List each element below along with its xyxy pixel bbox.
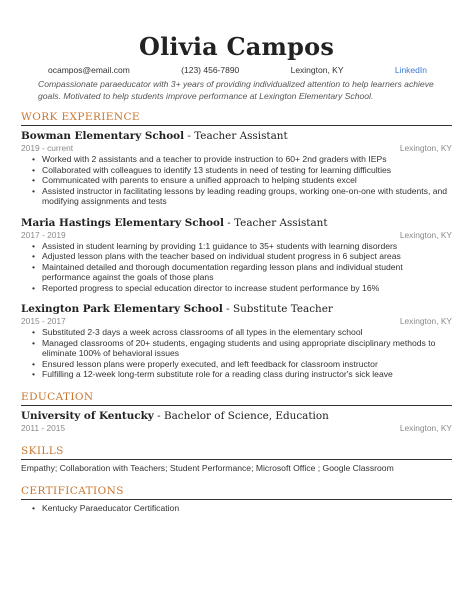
contact-location: Lexington, KY	[290, 65, 344, 75]
job-meta	[21, 316, 452, 327]
job-heading: Lexington Park Elementary School - Substitute Teacher	[21, 303, 333, 315]
education-degree: Bachelor of Science, Education	[163, 409, 329, 422]
bullet-item: • Assisted instructor in facilitating lessons by leading reading groups, working one-on-one with students, and modifying assignments and tests	[32, 186, 452, 207]
bullet-item: • Collaborated with colleagues to identify 13 students in need of testing for learning difficulties	[32, 165, 452, 176]
bullet-item: • Reported progress to special education director to increase student performance by 16%	[32, 283, 452, 294]
section-title-skills: SKILLS	[21, 444, 64, 457]
job-entry	[21, 302, 452, 380]
job-dates: 2015 - 2017	[21, 316, 66, 326]
bullet-item: • Substituted 2-3 days a week across classrooms of all types in the elementary school	[32, 327, 452, 338]
bullet-item: • Adjusted lesson plans with the teacher based on individual student progress in 6 subject areas	[32, 251, 452, 262]
section-divider	[21, 499, 452, 500]
job-location: Lexington, KY	[399, 316, 452, 326]
job-entry	[21, 216, 452, 294]
bullet-item: • Assisted in student learning by providing 1:1 guidance to 35+ students with learning disorders	[32, 241, 452, 252]
job-entry	[21, 129, 452, 207]
job-bullets	[21, 241, 452, 294]
linkedin-link[interactable]: LinkedIn	[394, 65, 427, 75]
section-divider	[21, 125, 452, 126]
job-org: Bowman Elementary School	[21, 130, 185, 142]
bullet-item: • Maintained detailed and thorough documentation regarding lesson plans and individual student performance against the goals of those plans	[32, 262, 452, 283]
bullet-item: • Communicated with parents to ensure a unified approach to helping students excel	[32, 175, 452, 186]
job-location: Lexington, KY	[399, 143, 452, 153]
job-org: Lexington Park Elementary School	[21, 303, 223, 315]
job-meta	[21, 230, 452, 241]
education-heading: University of Kentucky - Bachelor of Science, Education	[21, 409, 329, 422]
skills-text: Empathy; Collaboration with Teachers; Student Performance; Microsoft Office ; Google Classroom	[21, 462, 394, 473]
section-title-work-experience: WORK EXPERIENCE	[21, 111, 140, 123]
job-dates: 2019 - current	[21, 143, 74, 153]
section-title-education: EDUCATION	[21, 390, 94, 403]
job-meta	[21, 143, 452, 154]
job-role: Teacher Assistant	[234, 216, 328, 229]
job-heading: Bowman Elementary School - Teacher Assistant	[21, 130, 288, 142]
certifications-section	[21, 485, 452, 514]
section-divider	[21, 459, 452, 460]
contact-email: ocampos@email.com	[48, 65, 130, 75]
job-bullets	[21, 327, 452, 380]
summary-text: Compassionate paraeducator with 3+ years of providing individualized attention to help learners achieve goals. Motivated to help students improve performance at Lexington Elementary School.	[38, 79, 434, 101]
work-experience-section	[21, 111, 452, 380]
skills-section	[21, 445, 452, 474]
job-heading: Maria Hastings Elementary School - Teacher Assistant	[21, 216, 328, 229]
job-location: Lexington, KY	[399, 229, 452, 240]
education-section	[21, 391, 452, 434]
section-title-certifications: CERTIFICATIONS	[21, 484, 124, 497]
education-location: Lexington, KY	[399, 422, 452, 433]
bullet-item: • Worked with 2 assistants and a teacher to provide instruction to 60+ 2nd graders with IEPs	[32, 154, 452, 165]
job-bullets	[21, 154, 452, 207]
bullet-item: • Ensured lesson plans were properly executed, and left feedback for classroom instructor	[32, 359, 452, 370]
bullet-item: • Fulfilling a 12-week long-term substitute role for a reading class during instructor's sick leave	[32, 369, 452, 380]
contact-phone: (123) 456-7890	[181, 65, 240, 75]
contact-row	[48, 64, 427, 76]
education-school: University of Kentucky	[21, 409, 154, 422]
job-role: Teacher Assistant	[194, 130, 288, 142]
job-role: Substitute Teacher	[232, 303, 333, 315]
candidate-name: Olivia Campos	[138, 32, 335, 61]
education-dates: 2011 - 2015	[21, 422, 66, 433]
section-divider	[21, 405, 452, 406]
job-dates: 2017 - 2019	[21, 229, 66, 240]
certification-item: • Kentucky Paraeducator Certification	[32, 503, 452, 514]
job-org: Maria Hastings Elementary School	[21, 216, 224, 229]
education-meta	[21, 423, 452, 434]
bullet-item: • Managed classrooms of 20+ students, engaging students and using appropriate disciplinary methods to eliminate 100% of behavioral issues	[32, 338, 452, 359]
certification-list	[21, 503, 452, 514]
